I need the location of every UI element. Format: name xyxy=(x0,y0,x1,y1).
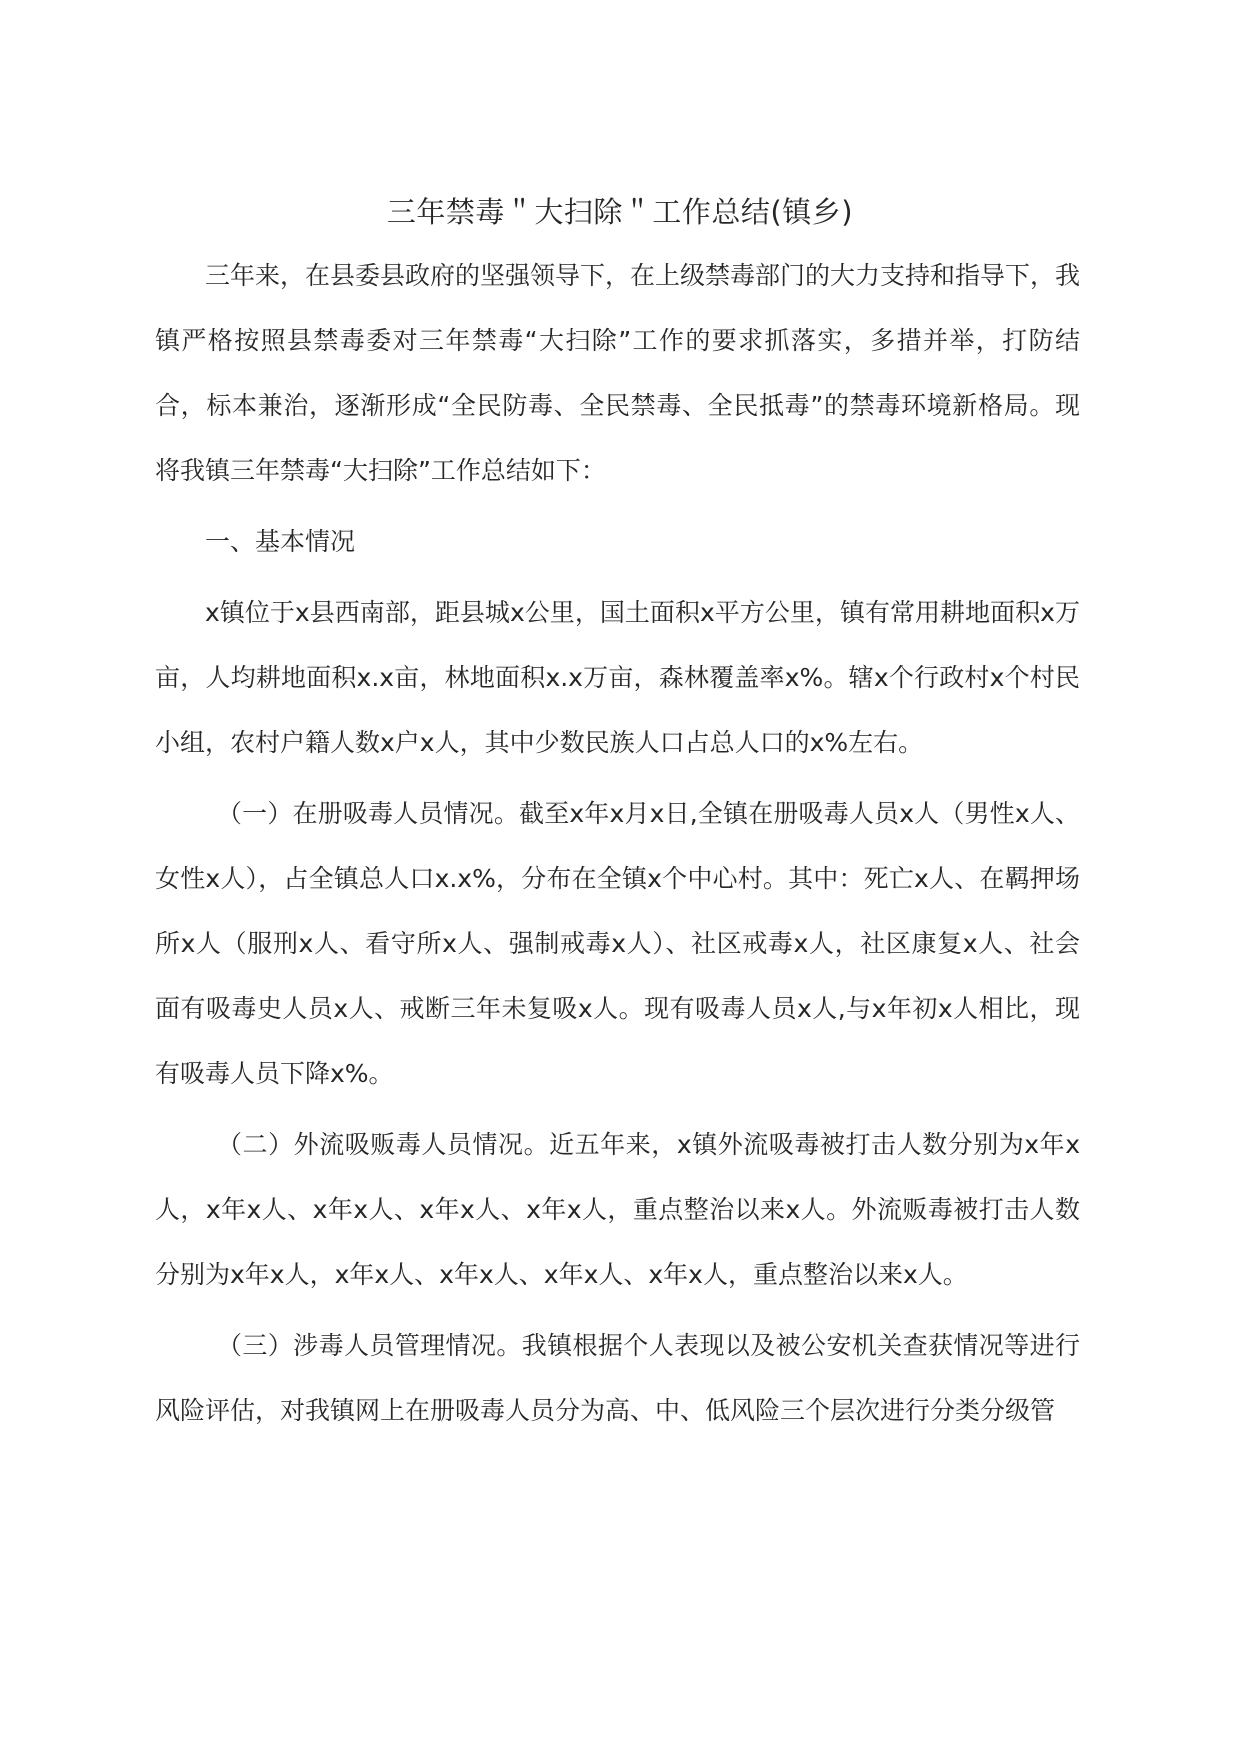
management-paragraph: （三）涉毒人员管理情况。我镇根据个人表现以及被公安机关查获情况等进行风险评估，对我镇网上在册吸毒人员分为高、中、低风险三个层次进行分类分级管 xyxy=(155,1331,1080,1425)
registered-users-paragraph: （一）在册吸毒人员情况。截至x年x月x日,全镇在册吸毒人员x人（男性x人、女性x人），占全镇总人口x.x%，分布在全镇x个中心村。其中：死亡x人、在羁押场所x人（服刑x人、看守所x人、强制戒毒x人）、社区戒毒x人，社区康复x人、社会面有吸毒史人员x人、戒断三年未复吸x人。现有吸毒人员x人,与x年初x人相比，现有吸毒人员下降x%。 xyxy=(155,799,1080,1088)
intro-paragraph: 三年来，在县委县政府的坚强领导下，在上级禁毒部门的大力支持和指导下，我镇严格按照县禁毒委对三年禁毒“大扫除”工作的要求抓落实，多措并举，打防结合，标本兼治，逐渐形成“全民防毒、全民禁毒、全民抵毒”的禁毒环境新格局。现将我镇三年禁毒“大扫除”工作总结如下： xyxy=(155,261,1081,485)
outflow-users-paragraph: （二）外流吸贩毒人员情况。近五年来，x镇外流吸毒被打击人数分别为x年x人，x年x人、x年x人、x年x人、x年x人，重点整治以来x人。外流贩毒被打击人数分别为x年x人，x年x人、x年x人、x年x人、x年x人，重点整治以来x人。 xyxy=(155,1130,1080,1289)
document-title: 三年禁毒＂大扫除＂工作总结(镇乡) xyxy=(386,195,854,229)
town-overview-paragraph: x镇位于x县西南部，距县城x公里，国土面积x平方公里，镇有常用耕地面积x万亩，人均耕地面积x.x亩，林地面积x.x万亩，森林覆盖率x%。辖x个行政村x个村民小组，农村户籍人数x户x人，其中少数民族人口占总人口的x%左右。 xyxy=(155,598,1080,757)
document-body xyxy=(155,243,1080,1443)
section-heading-basic-situation: 一、基本情况 xyxy=(205,527,356,556)
